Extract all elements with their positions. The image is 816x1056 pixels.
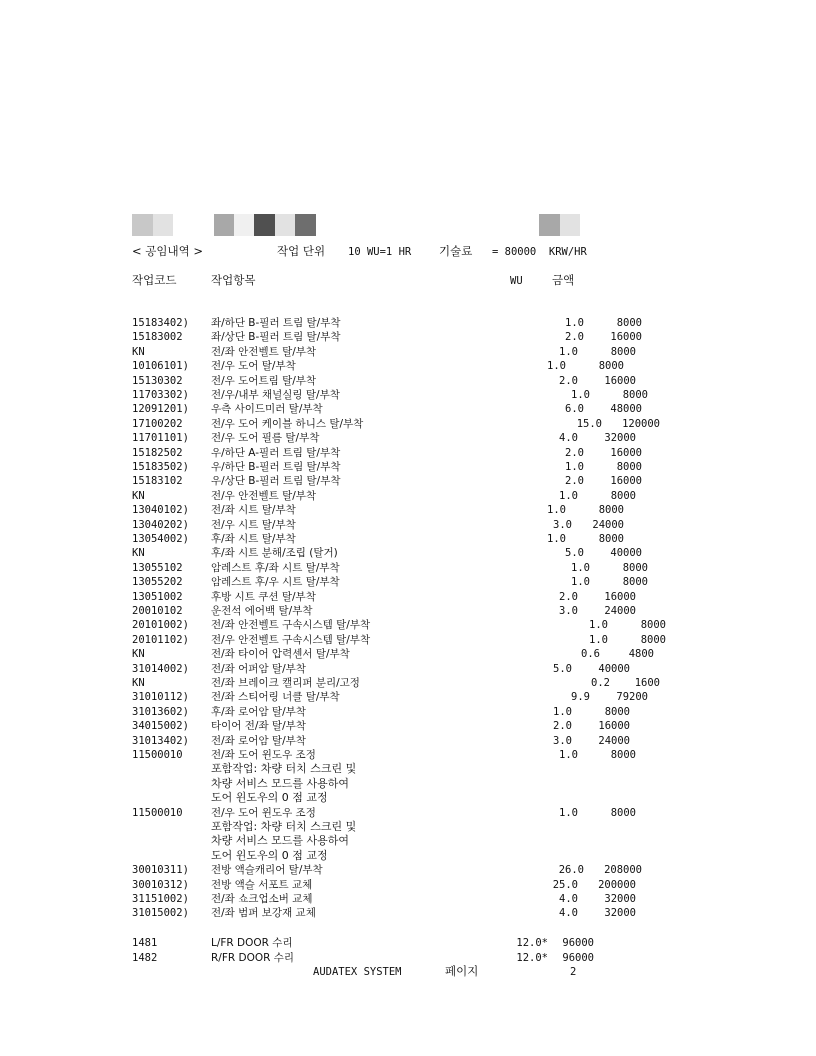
table-row [0,878,816,892]
row-code: 13040102) [132,504,189,517]
row-amount: 16000 [598,720,630,733]
column-header-code: 작업코드 [132,273,177,287]
row-wu: 1.0 [565,461,584,473]
row-description: 전/좌 로어암 탈/부착 [211,734,306,747]
table-row [0,546,816,560]
table-row [0,892,816,906]
row-amount: 24000 [592,518,624,531]
row-description: 전/좌 어퍼암 탈/부착 [211,662,306,675]
table-row [0,359,816,373]
marker-block-6 [275,214,295,236]
row-code: 10106101) [132,360,189,373]
row-code: 13055202 [132,576,183,589]
row-code: KN [132,345,145,358]
row-code: 20101002) [132,619,189,632]
row-wu: 25.0 [552,878,578,891]
row-description: 전/좌 안전벨트 구속시스템 탈/부착 [211,619,371,632]
table-row [0,906,816,920]
row-amount: 8000 [640,619,666,632]
table-row [0,503,816,517]
row-description: 좌/상단 B-필러 트림 탈/부착 [211,331,341,344]
row-description: 전/좌 스티어링 너클 탈/부착 [211,691,340,704]
summary-description: L/FR DOOR 수리 [211,937,293,949]
row-code: 15183502) [132,461,189,473]
row-code: 17100202 [132,417,183,430]
footer-system: AUDATEX SYSTEM [313,966,402,978]
row-description: 전/좌 쇼크업소버 교체 [211,893,313,905]
row-wu: 26.0 [558,864,584,877]
row-wu: 1.0 [559,489,578,502]
row-amount: 16000 [610,331,642,344]
row-wu: 1.0 [589,633,608,646]
row-description: 운전석 에어백 탈/부착 [211,605,313,617]
table-row [0,690,816,704]
row-code: 30010312) [132,878,189,891]
row-wu: 1.0 [571,576,590,589]
row-subnote: 도어 윈도우의 0 점 교정 [211,848,328,862]
row-code: KN [132,547,145,560]
row-code: KN [132,677,145,689]
row-wu: 2.0 [553,720,572,733]
table-row [0,417,816,431]
table-row [0,676,816,690]
row-code: 31010112) [132,691,189,704]
table-row [0,590,816,604]
table-row [0,561,816,575]
row-amount: 40000 [598,662,630,675]
row-amount: 32000 [604,907,636,920]
marker-block-9 [560,214,580,236]
row-description: 전/좌 범퍼 보강재 교체 [211,907,316,920]
column-header-wu: WU [510,275,523,287]
table-row [0,402,816,416]
marker-block-8 [539,214,560,236]
row-description: 암레스트 후/좌 시트 탈/부착 [211,561,340,574]
row-wu: 0.2 [591,677,610,689]
row-description: 전/좌 도어 윈도우 조정 [211,749,316,761]
row-wu: 2.0 [565,331,584,344]
row-amount: 8000 [610,489,636,502]
table-row [0,489,816,503]
marker-block-3 [214,214,234,236]
row-amount: 32000 [604,432,636,445]
row-description: 전/우 도어 탈/부착 [211,360,296,373]
row-code: 20101102) [132,633,189,646]
row-amount: 8000 [598,504,624,517]
row-wu: 2.0 [559,374,578,387]
marker-block-2 [153,214,173,236]
table-row [0,633,816,647]
row-code: 12091201) [132,403,189,416]
marker-block-1 [132,214,153,236]
row-wu: 1.0 [589,619,608,632]
row-code: 13054002) [132,533,189,545]
row-description: 전/좌 안전벨트 탈/부착 [211,345,317,358]
row-description: 전방 액슬캐리어 탈/부착 [211,864,323,877]
row-code: 31013402) [132,734,189,747]
row-amount: 16000 [610,446,642,459]
table-row [0,474,816,488]
table-row [0,316,816,330]
row-wu: 15.0 [576,417,602,430]
row-wu: 4.0 [559,432,578,445]
summary-amount: 96000 [562,952,594,964]
row-code: 13055102 [132,561,183,574]
row-amount: 8000 [616,461,642,473]
row-description: 우/하단 B-필러 트림 탈/부착 [211,461,341,473]
row-amount: 24000 [598,734,630,747]
row-amount: 16000 [610,475,642,488]
footer-page-number: 2 [570,966,577,978]
row-description: 전/좌 브레이크 캘리퍼 분리/고정 [211,677,360,689]
row-wu: 1.0 [553,705,572,718]
row-description: 전/우 도어 케이블 하니스 탈/부착 [211,417,364,430]
row-wu: 1.0 [559,806,578,819]
summary-code: 1481 [132,937,158,949]
row-amount: 8000 [616,317,642,329]
row-code: 15183402) [132,317,189,329]
summary-row [0,936,816,950]
marker-block-5 [254,214,275,236]
row-code: 11701101) [132,432,189,445]
row-wu: 5.0 [553,662,572,675]
marker-block-7 [295,214,316,236]
row-amount: 48000 [610,403,642,416]
row-amount: 8000 [610,749,636,761]
table-row [0,719,816,733]
row-description: 우/하단 A-필러 트림 탈/부착 [211,446,341,459]
row-description: 후/좌 시트 탈/부착 [211,533,296,545]
row-amount: 40000 [610,547,642,560]
row-description: 전/우 안전벨트 탈/부착 [211,489,317,502]
table-row [0,374,816,388]
table-row [0,806,816,820]
row-amount: 120000 [622,417,660,430]
summary-description: R/FR DOOR 수리 [211,952,295,964]
row-amount: 8000 [640,633,666,646]
row-wu: 2.0 [559,590,578,603]
row-description: 우/상단 B-필러 트림 탈/부착 [211,475,341,488]
row-code: 15183102 [132,475,183,488]
row-amount: 8000 [622,576,648,589]
summary-row [0,951,816,965]
table-row [0,748,816,762]
row-wu: 5.0 [565,547,584,560]
row-wu: 0.6 [581,648,600,661]
row-description: 전/좌 시트 탈/부착 [211,504,296,517]
row-subnote: 차량 서비스 모드를 사용하여 [211,776,350,790]
row-wu: 3.0 [553,518,572,531]
row-description: 전/우 안전벨트 구속시스템 탈/부착 [211,633,371,646]
table-row [0,647,816,661]
row-code: 11500010 [132,749,183,761]
row-wu: 1.0 [571,389,590,401]
row-amount: 16000 [604,590,636,603]
row-code: 15182502 [132,446,183,459]
row-amount: 32000 [604,893,636,905]
row-amount: 8000 [604,705,630,718]
row-amount: 8000 [598,360,624,373]
row-amount: 4800 [628,648,654,661]
row-description: 전방 액슬 서포트 교체 [211,878,313,891]
row-description: 후/좌 시트 분해/조립 (탈거) [211,547,338,560]
row-description: 전/우 도어 윈도우 조정 [211,806,316,819]
table-row [0,604,816,618]
row-description: 전/좌 타이어 압력센서 탈/부착 [211,648,350,661]
row-subnote: 포함작업: 차량 터치 스크린 및 [211,820,357,833]
row-code: 20010102 [132,605,183,617]
row-amount: 8000 [622,561,648,574]
rate-label: 기술료 [439,244,473,258]
column-header-amount: 금액 [552,273,575,287]
row-wu: 1.0 [547,360,566,373]
section-title: < 공임내역 > [132,244,204,258]
row-wu: 3.0 [553,734,572,747]
row-wu: 9.9 [571,691,590,704]
row-code: 31014002) [132,662,189,675]
row-wu: 4.0 [559,893,578,905]
row-amount: 8000 [598,533,624,545]
table-row [0,460,816,474]
row-wu: 4.0 [559,907,578,920]
row-wu: 1.0 [565,317,584,329]
row-description: 전/우 시트 탈/부착 [211,518,296,531]
table-row [0,662,816,676]
row-amount: 16000 [604,374,636,387]
row-description: 좌/하단 B-필러 트림 탈/부착 [211,317,341,329]
table-row [0,532,816,546]
row-wu: 6.0 [565,403,584,416]
row-wu: 1.0 [559,749,578,761]
column-header-item: 작업항목 [211,273,256,287]
row-description: 타이어 전/좌 탈/부착 [211,720,306,733]
table-row [0,863,816,877]
row-code: 31013602) [132,705,189,718]
row-amount: 200000 [598,878,636,891]
summary-code: 1482 [132,952,158,964]
row-code: KN [132,648,145,661]
unit-value: 10 WU=1 HR [348,246,412,258]
row-wu: 1.0 [559,345,578,358]
row-code: 34015002) [132,720,189,733]
row-amount: 8000 [610,806,636,819]
row-description: 전/우/내부 채널실링 탈/부착 [211,389,340,401]
row-wu: 1.0 [547,504,566,517]
row-amount: 8000 [610,345,636,358]
row-code: 13051002 [132,590,183,603]
row-code: 11500010 [132,806,183,819]
row-amount: 208000 [604,864,642,877]
table-row [0,705,816,719]
row-amount: 1600 [634,677,660,689]
row-description: 후방 시트 쿠션 탈/부착 [211,590,316,603]
table-row [0,618,816,632]
rate-value: = 80000 KRW/HR [492,246,587,258]
row-wu: 2.0 [565,446,584,459]
row-wu: 3.0 [559,605,578,617]
row-description: 암레스트 후/우 시트 탈/부착 [211,576,340,589]
summary-wu: 12.0* [516,937,548,949]
row-subnote: 차량 서비스 모드를 사용하여 [211,834,350,848]
summary-amount: 96000 [562,937,594,949]
row-code: 31015002) [132,907,189,920]
footer-page-label: 페이지 [445,964,479,978]
table-row [0,575,816,589]
unit-label: 작업 단위 [277,244,326,258]
row-subnote: 도어 윈도우의 0 점 교정 [211,791,328,805]
row-code: KN [132,489,145,502]
row-description: 우측 사이드미러 탈/부착 [211,403,323,416]
row-wu: 2.0 [565,475,584,488]
row-description: 전/우 도어 필름 탈/부착 [211,432,320,445]
table-row [0,388,816,402]
summary-wu: 12.0* [516,952,548,964]
row-amount: 24000 [604,605,636,617]
row-code: 31151002) [132,893,189,905]
table-row [0,330,816,344]
row-wu: 1.0 [571,561,590,574]
row-code: 13040202) [132,518,189,531]
row-code: 30010311) [132,864,189,877]
table-row [0,734,816,748]
table-row [0,518,816,532]
table-row [0,446,816,460]
table-row [0,345,816,359]
row-subnote: 포함작업: 차량 터치 스크린 및 [211,762,357,776]
row-description: 후/좌 로어암 탈/부착 [211,705,306,718]
table-row [0,431,816,445]
row-code: 15183002 [132,331,183,344]
marker-block-4 [234,214,254,236]
row-wu: 1.0 [547,533,566,545]
row-amount: 8000 [622,389,648,401]
row-amount: 79200 [616,691,648,704]
row-code: 15130302 [132,374,183,387]
row-description: 전/우 도어트림 탈/부착 [211,374,317,387]
row-code: 11703302) [132,389,189,401]
